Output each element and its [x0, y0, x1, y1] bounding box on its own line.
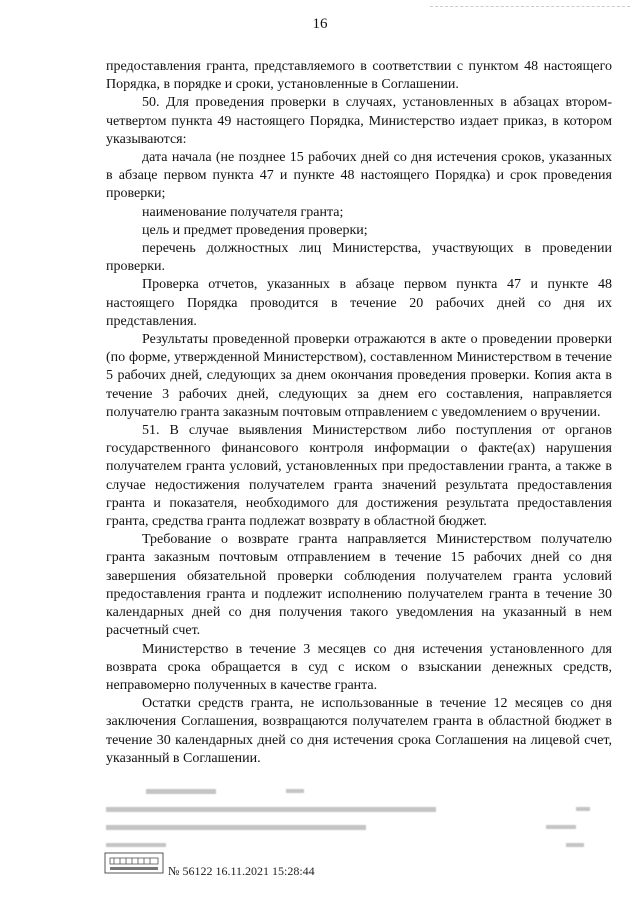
paragraph: предоставления гранта, представляемого в соответствии с пунктом 48 настоящего Порядка, в порядке и сроки, установленные в Соглашении.	[106, 59, 612, 93]
document-body	[106, 58, 612, 768]
paragraph: Требование о возврате гранта направляется Министерством получателю гранта заказным почтовым отправлением в течение 15 рабочих дней со дня завершения обязательной проверки соблюдения получателем гранта условий предоставления гранта и подлежит исполнению получателем гранта в течение 30 календарных дней со дня получения такого уведомления на указанный в нем расчетный счет.	[106, 532, 612, 639]
electronic-signature-stamp-icon	[104, 852, 164, 874]
paragraph: Остатки средств гранта, не использованные в течение 12 месяцев со дня заключения Соглашения, возвращаются получателем гранта в областной бюджет в течение 30 календарных дней со дня истечения срока Соглашения на лицевой счет, указанный в Соглашении.	[106, 696, 612, 766]
paragraph: цель и предмет проведения проверки;	[142, 222, 368, 238]
paragraph: Министерство в течение 3 месяцев со дня истечения установленного для возврата срока обращается в суд с иском о взыскании денежных средств, неправомерно полученных в качестве гранта.	[106, 641, 612, 693]
paragraph: Результаты проведенной проверки отражаются в акте о проведении проверки (по форме, утвержденной Министерством), составленном Министерством в течение 5 рабочих дней, следующих за днем окончания проведения проверки. Копия акта в течение 3 рабочих дней, следующих за днем его составления, направляется получателю гранта заказным почтовым отправлением с уведомлением о вручении.	[106, 332, 612, 420]
paragraph: 51. В случае выявления Министерством либо поступления от органов государственного финансового контроля информации о факте(ах) нарушения получателем гранта условий, установленных при предоставлении гранта, а также в случае недостижения получателем гранта значений результата предоставления гранта и показателя, необходимого для достижения результата предоставления гранта, средства гранта подлежат возврату в областной бюджет.	[106, 423, 612, 530]
document-registration-info: № 56122 16.11.2021 15:28:44	[168, 864, 315, 878]
page-number: 16	[312, 16, 328, 32]
paragraph: дата начала (не позднее 15 рабочих дней со дня истечения сроков, указанных в абзаце первом пункта 47 и пункте 48 настоящего Порядка) и срок проведения проверки;	[106, 150, 612, 202]
paragraph: 50. Для проведения проверки в случаях, установленных в абзацах втором-четвертом пункта 49 настоящего Порядка, Министерство издает приказ, в котором указываются:	[106, 95, 612, 147]
paragraph: наименование получателя гранта;	[142, 204, 344, 220]
scan-artifact-line	[430, 6, 630, 8]
faded-illegible-text	[106, 785, 612, 849]
paragraph: Проверка отчетов, указанных в абзаце первом пункта 47 и пункте 48 настоящего Порядка проводится в течение 20 рабочих дней со дня их представления.	[106, 277, 612, 329]
paragraph: перечень должностных лиц Министерства, участвующих в проведении проверки.	[106, 241, 612, 275]
